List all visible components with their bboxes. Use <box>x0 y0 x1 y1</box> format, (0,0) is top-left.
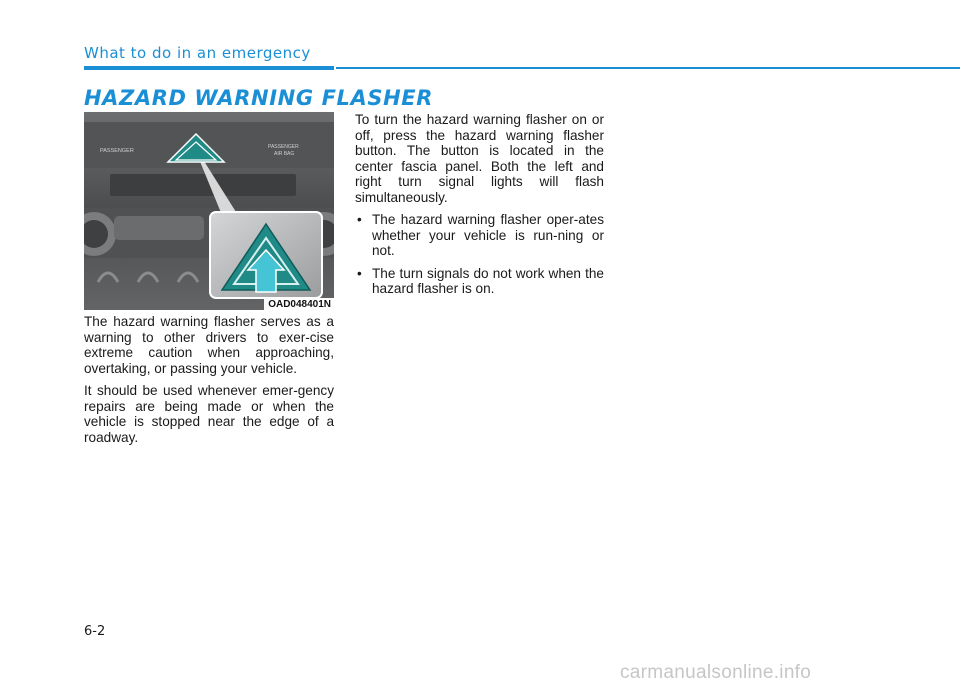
panel-label-airbag: AIR BAG <box>274 151 295 157</box>
paragraph-usage: It should be used whenever emer-gency repairs are being made or when the vehicle is stopped near the edge of a roadway. <box>84 383 334 445</box>
watermark: carmanualsonline.info <box>620 662 812 683</box>
dashboard-illustration <box>84 112 334 310</box>
figure-code: OAD048401N <box>264 298 334 310</box>
center-button-bar <box>114 216 204 240</box>
notes-list <box>355 212 604 297</box>
panel-label-passenger-right: PASSENGER <box>268 144 299 150</box>
page-heading: HAZARD WARNING FLASHER <box>84 86 433 110</box>
display-slot <box>110 174 296 196</box>
left-column <box>84 314 334 452</box>
hazard-button-figure <box>84 112 334 310</box>
right-column <box>355 112 604 304</box>
list-item: • The hazard warning flasher oper-ates whether your vehicle is run-ning or not. <box>355 212 604 259</box>
page-number: 6-2 <box>84 624 106 639</box>
paragraph-instructions: To turn the hazard warning flasher on or off, press the hazard warning flasher button. The button is located in the center fascia panel. Both the left and right turn signal lights will flash simultaneously. <box>355 112 604 205</box>
paragraph-purpose: The hazard warning flasher serves as a warning to other drivers to exer-cise extreme caution when approaching, overtaking, or passing your vehicle. <box>84 314 334 376</box>
section-title: What to do in an emergency <box>84 44 311 62</box>
header-rule-thick <box>84 66 334 70</box>
panel-label-passenger: PASSENGER <box>100 148 134 154</box>
header-rule-thin <box>336 67 960 69</box>
list-item: • The turn signals do not work when the hazard flasher is on. <box>355 266 604 297</box>
